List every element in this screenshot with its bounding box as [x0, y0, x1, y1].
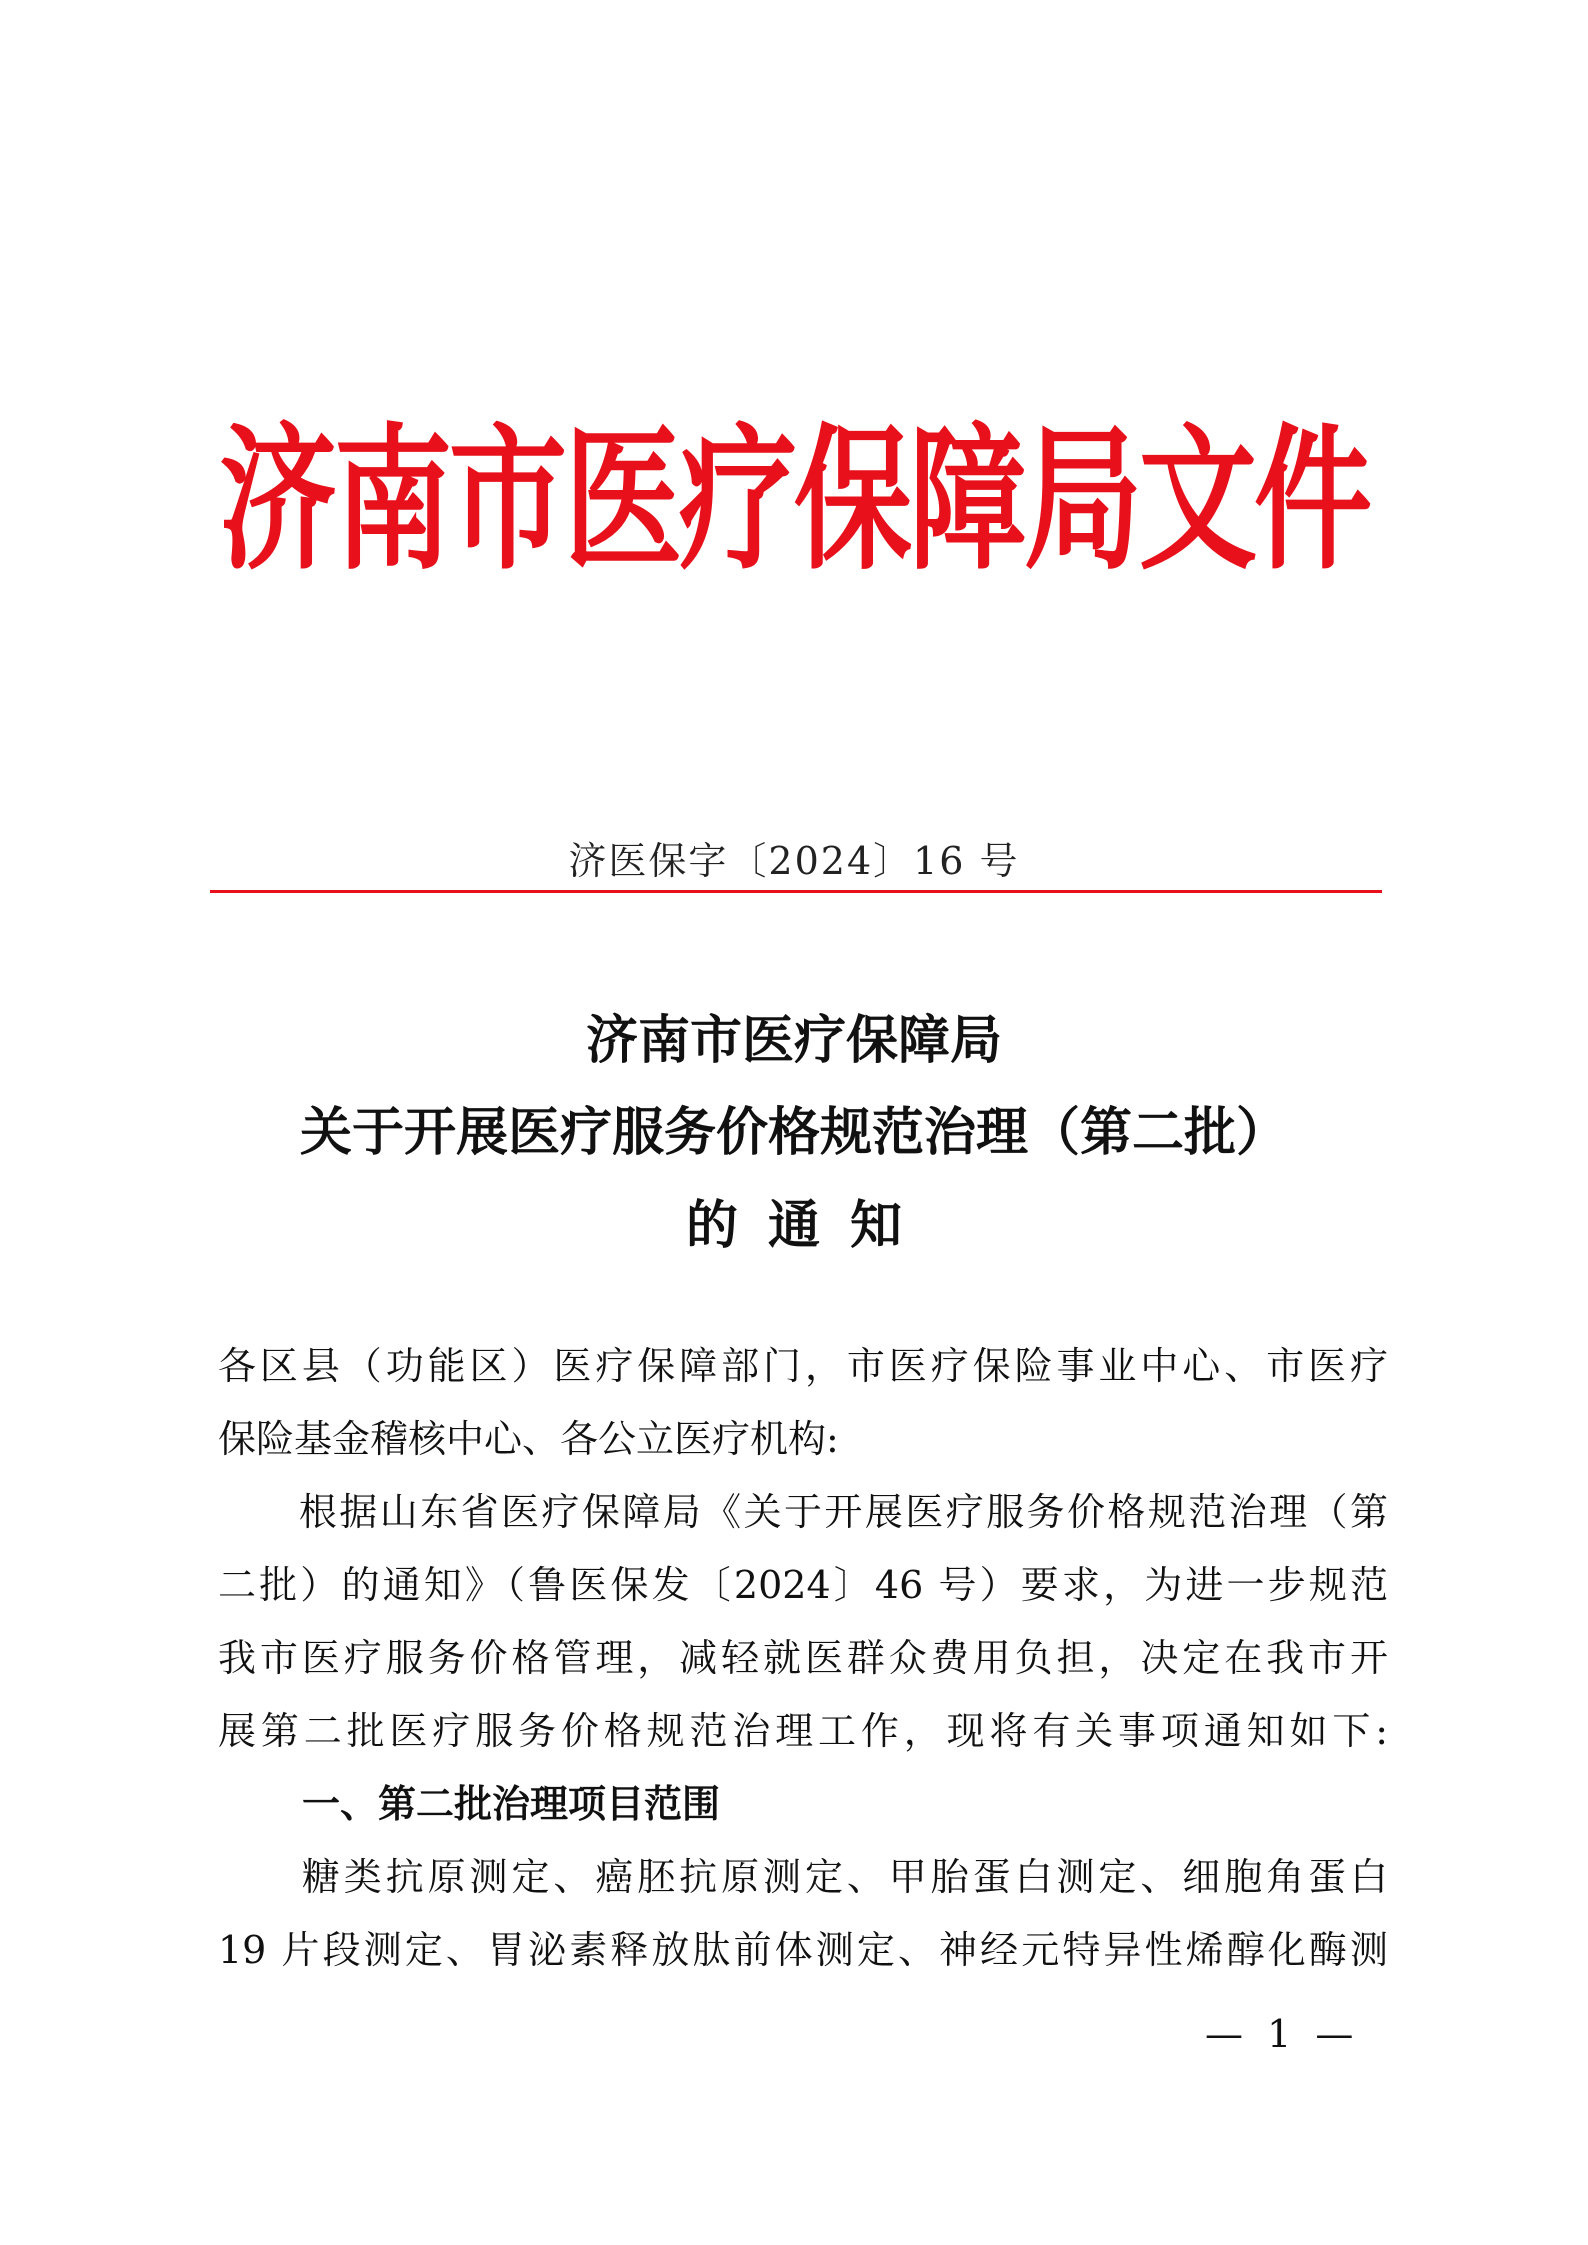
page-number: — 1 —	[1205, 2012, 1360, 2056]
body-line: 二批）的通知》（鲁医保发〔2024〕46 号）要求，为进一步规范	[218, 1563, 1388, 1607]
body-line: 根据山东省医疗保障局《关于开展医疗服务价格规范治理（第	[218, 1490, 1388, 1534]
body-line: 糖类抗原测定、癌胚抗原测定、甲胎蛋白测定、细胞角蛋白	[218, 1855, 1388, 1899]
title-line-3: 的通知	[685, 1195, 932, 1256]
document-masthead: 济南市医疗保障局文件	[218, 407, 1369, 591]
title-line-1: 济南市医疗保障局	[585, 1010, 1002, 1071]
section-heading: 一、第二批治理项目范围	[302, 1782, 721, 1826]
body-line: 展第二批医疗服务价格规范治理工作，现将有关事项通知如下:	[218, 1709, 1388, 1753]
body-line: 我市医疗服务价格管理，减轻就医群众费用负担，决定在我市开	[218, 1636, 1388, 1680]
body-line: 保险基金稽核中心、各公立医疗机构:	[218, 1417, 839, 1461]
body-line: 19 片段测定、胃泌素释放肽前体测定、神经元特异性烯醇化酶测	[218, 1928, 1388, 1972]
title-line-2: 关于开展医疗服务价格规范治理（第二批）	[299, 1102, 1288, 1163]
body-line: 各区县（功能区）医疗保障部门，市医疗保险事业中心、市医疗	[218, 1344, 1388, 1388]
red-divider-line	[210, 890, 1382, 893]
document-number: 济医保字〔2024〕16 号	[568, 839, 1020, 883]
